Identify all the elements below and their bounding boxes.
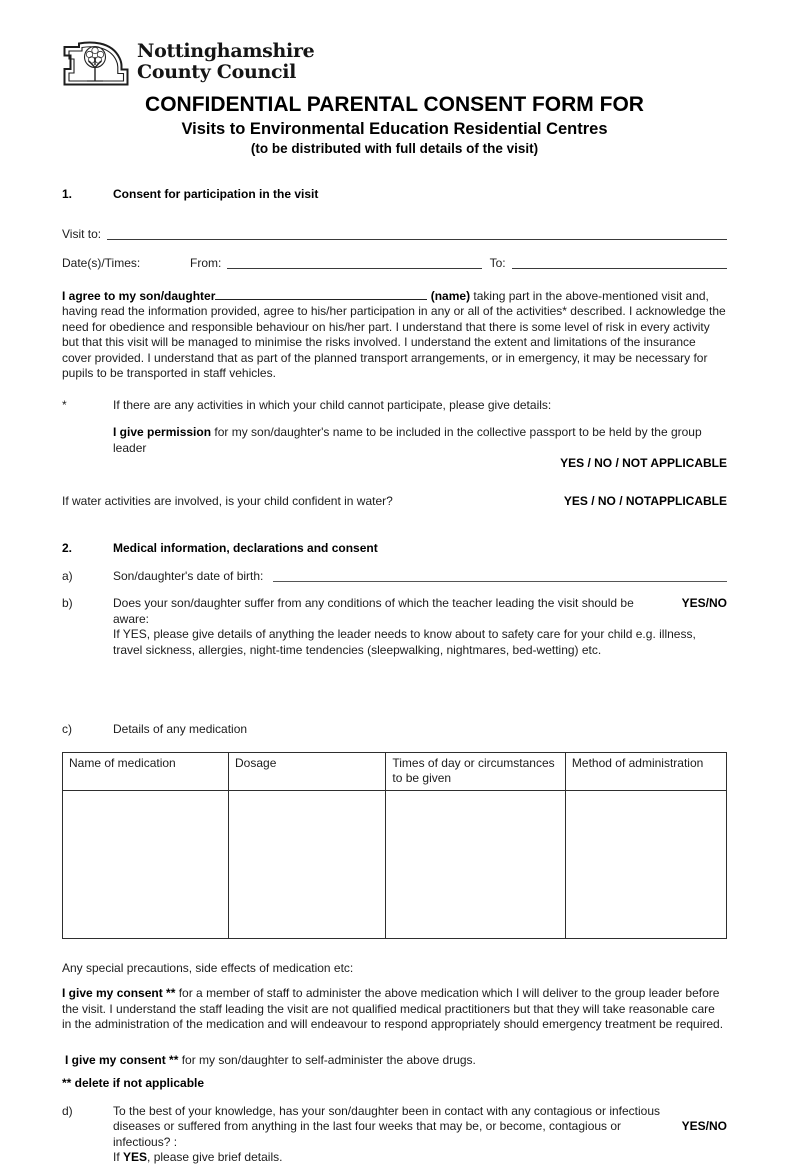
passport-permission-options: YES / NO / NOT APPLICABLE <box>560 456 727 470</box>
col-method-of-administration: Method of administration <box>565 752 726 790</box>
contagious-options: YES/NO <box>681 1119 727 1133</box>
from-label: From: <box>190 256 222 270</box>
consent2-bold-lead: I give my consent ** <box>65 1052 179 1067</box>
dob-line[interactable] <box>273 569 727 582</box>
section1-heading: Consent for participation in the visit <box>113 187 319 201</box>
contagious-details-note <box>113 1150 727 1166</box>
contagious-block <box>113 1104 727 1166</box>
permission-rest-text: for my son/daughter's name to be included in the collective passport to be held by the group leader <box>113 425 702 455</box>
consent1-bold-lead: I give my consent ** <box>62 986 176 1000</box>
council-name-line1: Nottinghamshire <box>137 40 315 62</box>
form-title: CONFIDENTIAL PARENTAL CONSENT FORM FOR <box>145 93 644 116</box>
council-tree-logo-icon <box>62 40 130 93</box>
water-activities-row <box>62 494 727 510</box>
visit-to-row <box>62 227 727 243</box>
passport-permission-text <box>113 425 727 456</box>
medication-table <box>62 752 727 939</box>
d-details-suffix: , please give brief details. <box>147 1150 283 1164</box>
conditions-options: YES/NO <box>681 596 727 610</box>
name-caption: (name) <box>430 288 471 303</box>
self-administer-consent <box>65 1053 727 1069</box>
section1-heading-row <box>62 187 727 203</box>
agree-bold-lead: I agree to my son/daughter <box>62 288 216 303</box>
agree-body-text: taking part in the above-mentioned visit and, having read the information provided, agree to his/her participation in any or all of the activities* described. I acknowledge the need for obedience and responsible behaviour on his/her part. I understand that there is some level of risk in every activity but that this visit will be managed to minimise the risks involved. I understand the extent and limitations of the insurance cover provided. I understand that as part of the planned transport arrangements, or in emergency, it may be necessary for pupils to be transported in staff vehicles. <box>62 288 726 380</box>
visit-to-line[interactable] <box>107 227 727 240</box>
council-name-line2: County Council <box>137 60 297 83</box>
col-times-of-day: Times of day or circumstances to be given <box>386 752 566 790</box>
delete-note: ** delete if not applicable <box>62 1076 205 1090</box>
col-dosage: Dosage <box>229 752 386 790</box>
dob-field <box>113 569 727 585</box>
conditions-question: Does your son/daughter suffer from any conditions of which the teacher leading the visit should be aware: <box>113 596 634 626</box>
agreement-paragraph <box>62 288 727 382</box>
section2-number: 2. <box>62 541 73 555</box>
asterisk-marker: * <box>62 397 67 412</box>
conditions-block <box>113 596 727 658</box>
from-line[interactable] <box>227 256 481 269</box>
to-line[interactable] <box>512 256 727 269</box>
dates-times-row <box>62 256 727 272</box>
contagious-question: To the best of your knowledge, has your son/daughter been in contact with any contagious or infectious diseases or suffered from anything in the last four weeks that may be, or become, contagious or infectious? : <box>113 1103 661 1149</box>
water-question: If water activities are involved, is your child confident in water? <box>62 493 393 508</box>
dates-times-label: Date(s)/Times: <box>62 256 141 270</box>
conditions-details-note: If YES, please give details of anything the leader needs to know about to safety care for your child e.g. illness, travel sickness, allergies, night-time tendencies (sleepwalking, nightmares, bed-wetting) etc. <box>113 627 696 657</box>
child-name-blank-field[interactable] <box>215 288 427 300</box>
form-subtitle: Visits to Environmental Education Residential Centres <box>181 120 608 138</box>
council-name <box>137 41 314 82</box>
d-details-prefix: If <box>113 1150 120 1164</box>
dob-row <box>62 569 727 585</box>
precautions-label: Any special precautions, side effects of medication etc: <box>62 960 354 975</box>
activities-note: If there are any activities in which your child cannot participate, please give details: <box>113 397 552 412</box>
medication-label: Details of any medication <box>113 722 248 736</box>
cell-method-of-administration[interactable] <box>565 790 726 938</box>
passport-permission-block <box>113 425 727 472</box>
item-b-label: b) <box>62 596 73 610</box>
water-options: YES / NO / NOTAPPLICABLE <box>563 493 727 508</box>
section1-number: 1. <box>62 187 73 201</box>
form-note: (to be distributed with full details of the visit) <box>250 141 539 156</box>
header <box>62 40 727 90</box>
col-name-of-medication: Name of medication <box>63 752 229 790</box>
cell-name-of-medication[interactable] <box>63 790 229 938</box>
staff-administer-consent <box>62 986 727 1033</box>
activities-note-row <box>62 398 727 414</box>
item-a-label: a) <box>62 568 73 583</box>
cell-times-of-day[interactable] <box>386 790 566 938</box>
medication-table-body-row <box>63 790 727 938</box>
consent2-text: for my son/daughter to self-administer the above drugs. <box>181 1052 476 1067</box>
section2-heading: Medical information, declarations and consent <box>113 541 378 555</box>
conditions-row <box>62 596 727 658</box>
permission-bold-lead: I give permission <box>113 425 212 439</box>
medication-table-header-row <box>63 752 727 790</box>
to-label: To: <box>489 256 506 270</box>
item-d-label: d) <box>62 1103 73 1118</box>
contagious-row <box>62 1104 727 1166</box>
medication-row <box>62 722 727 738</box>
consent1-text: for a member of staff to administer the above medication which I will deliver to the group leader before the visit. I understand the staff leading the visit are not qualified medical practitioners but that they will take reasonable care in the administration of the medication and will endeavour to respond appropriately should emergency treatment be required. <box>62 986 724 1031</box>
section2-heading-row <box>62 541 727 557</box>
visit-to-label: Visit to: <box>62 226 102 241</box>
cell-dosage[interactable] <box>229 790 386 938</box>
item-c-label: c) <box>62 722 72 736</box>
d-details-yes: YES <box>123 1150 148 1164</box>
dob-label: Son/daughter's date of birth: <box>113 568 264 583</box>
